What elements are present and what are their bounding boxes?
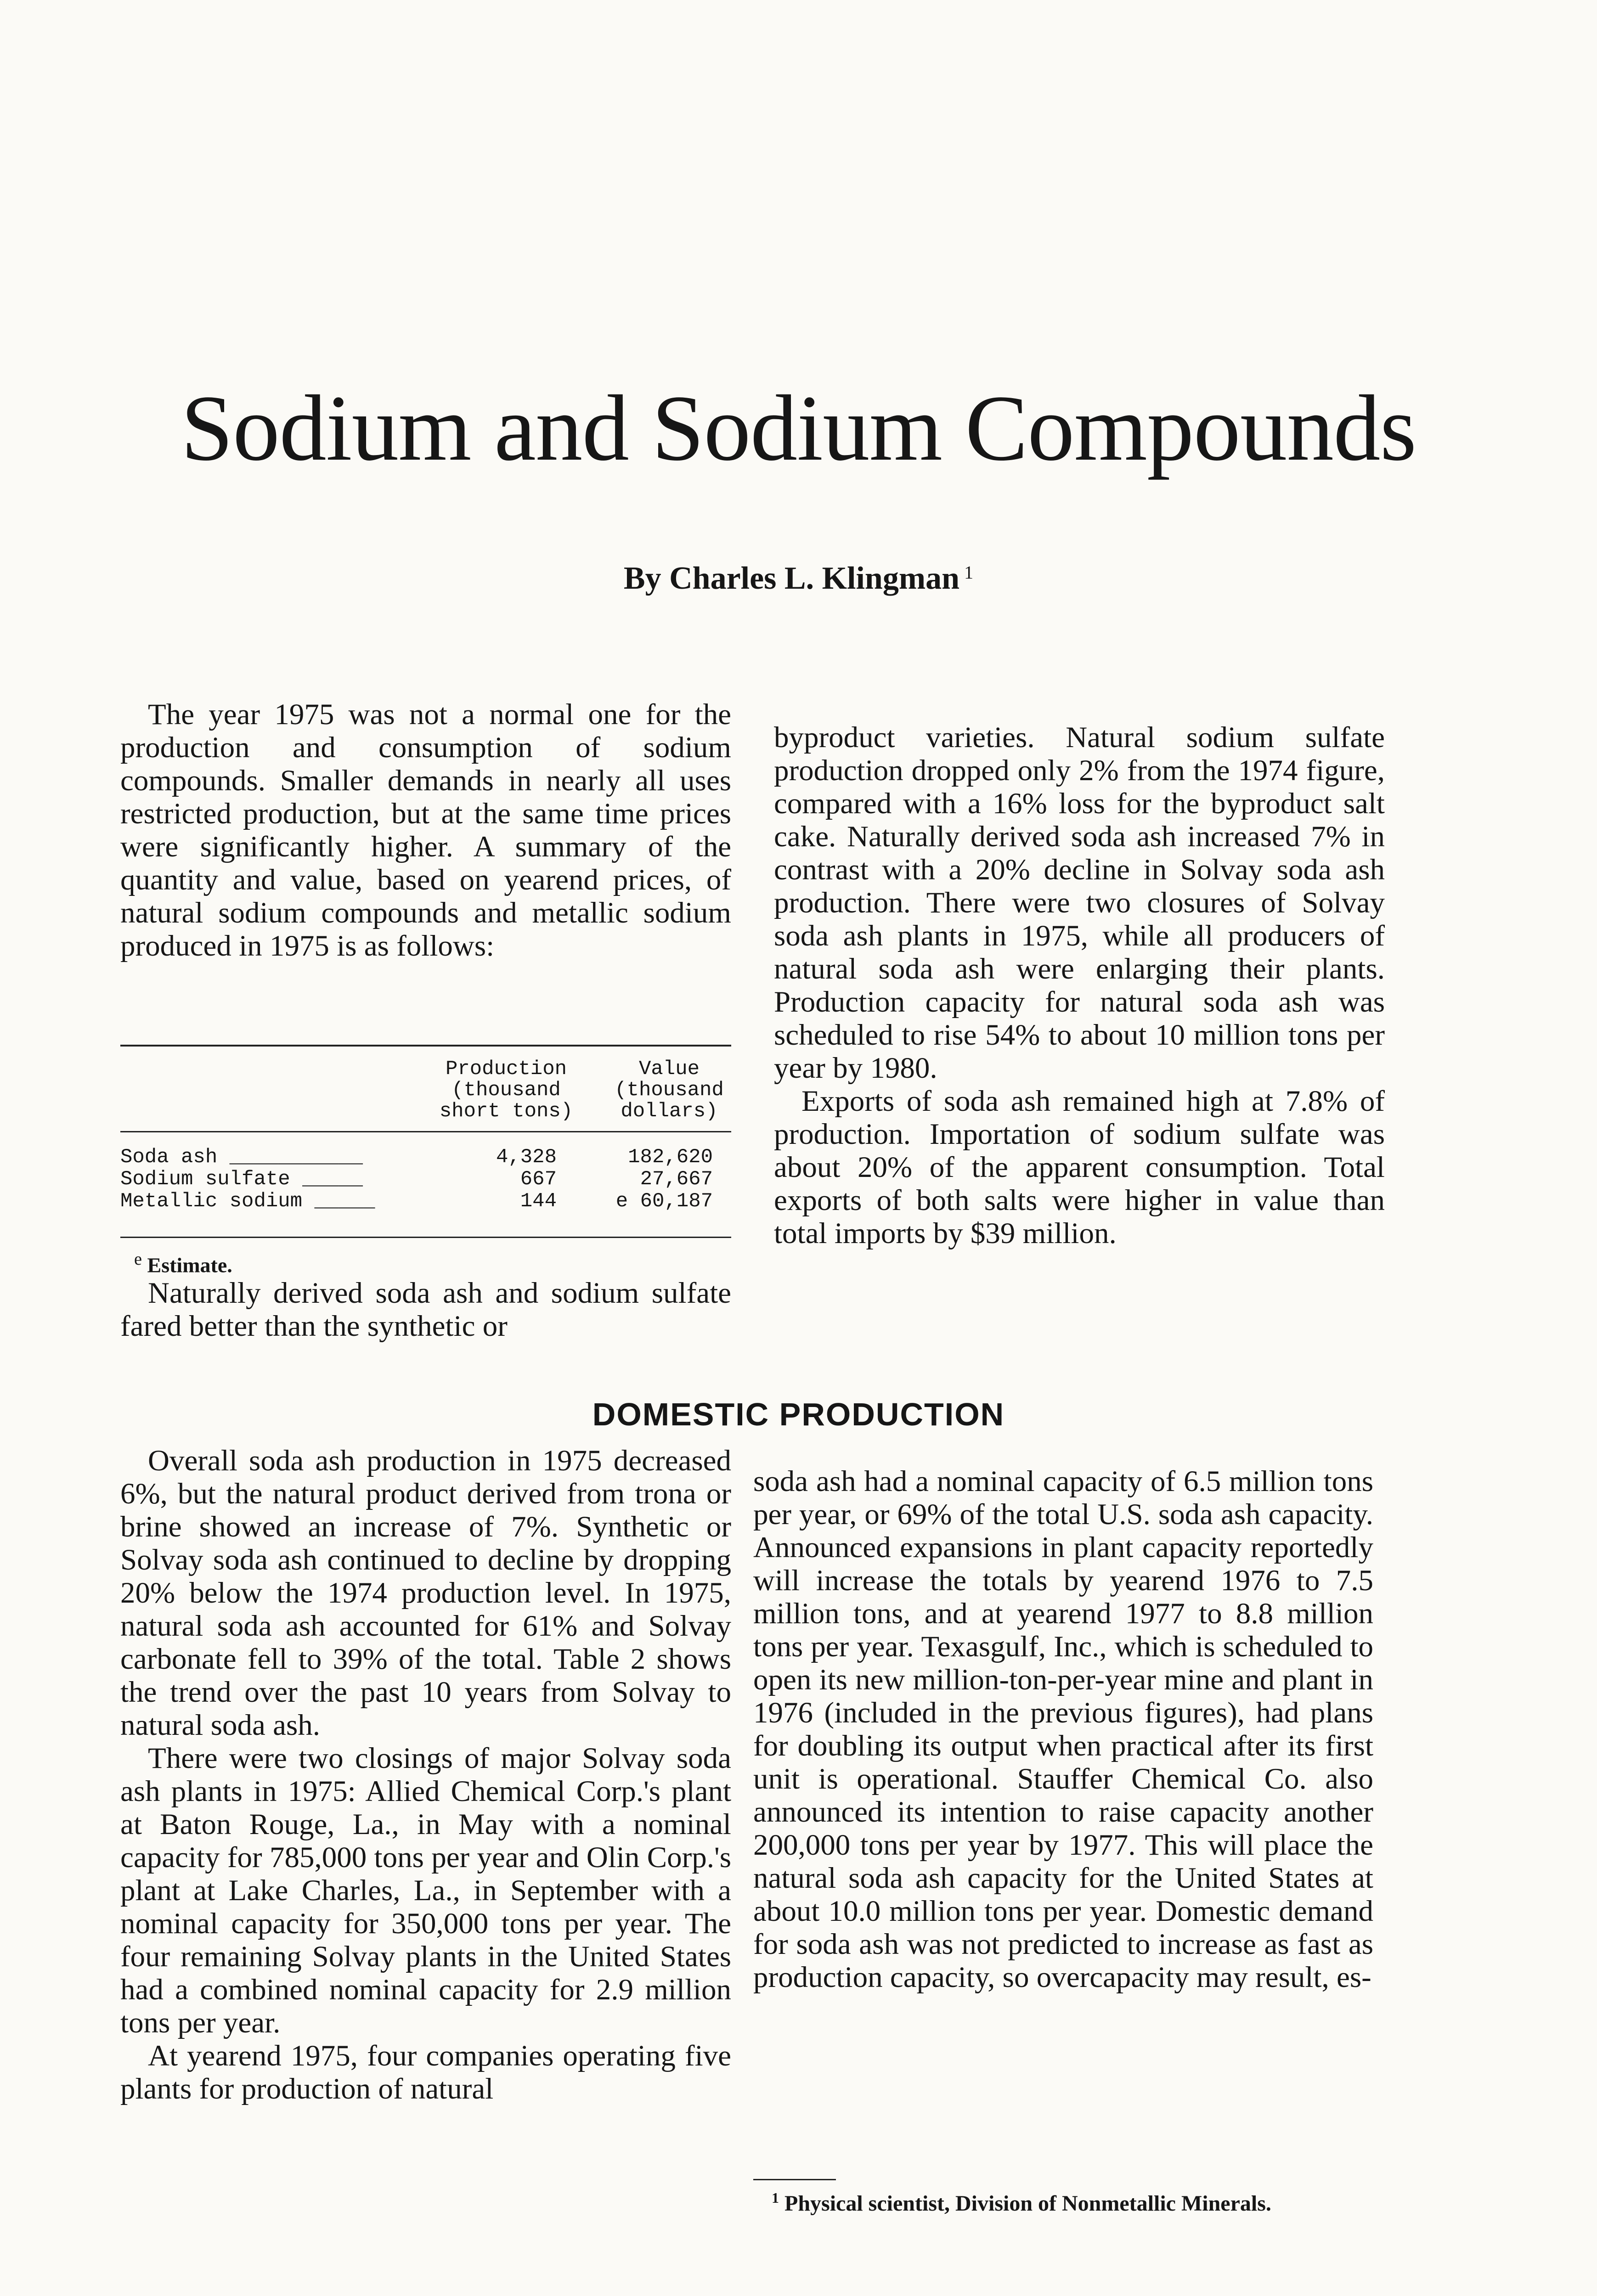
footnote-text: Physical scientist, Division of Nonmetallic Minerals. [784, 2191, 1271, 2216]
intro-left-column [120, 698, 731, 962]
table-row [120, 1169, 731, 1190]
section-heading: DOMESTIC PRODUCTION [592, 1396, 1005, 1432]
after-table-paragraph: Naturally derived soda ash and sodium sulfate fared better than the synthetic or [120, 1277, 731, 1343]
domestic-left-column [120, 1444, 731, 2105]
table-footnote [134, 1249, 232, 1277]
domestic-paragraph: There were two closings of major Solvay soda ash plants in 1975: Allied Chemical Corp.'s plant at Baton Rouge, La., in May with a nominal capacity for 785,000 tons per year and Olin Corp.'s plant at Lake Charles, La., in September with a nominal capacity for 350,000 tons per year. The four remaining Solvay plants in the United States had a combined nominal capacity for 2.9 million tons per year. [120, 1742, 731, 2039]
table-row [120, 1147, 731, 1168]
footnote-mark: 1 [772, 2189, 779, 2206]
table-bottom-rule [120, 1237, 731, 1238]
page-title: Sodium and Sodium Compounds [181, 376, 1416, 480]
row-value: 182,620 [628, 1146, 713, 1169]
intro-paragraph: The year 1975 was not a normal one for the production and consumption of sodium compounds. Smaller demands in nearly all uses restricted production, but at the same time prices were significantly higher. A summary of the quantity and value, based on yearend prices, of natural sodium compounds and metallic sodium produced in 1975 is as follows: [120, 698, 731, 962]
value-column-header: Value (thousand dollars) [615, 1058, 724, 1123]
intro-right-paragraph: byproduct varieties. Natural sodium sulfate production dropped only 2% from the 1974 figure, compared with a 16% loss for the byproduct salt cake. Naturally derived soda ash increased 7% in contrast with a 20% decline in Solvay soda ash production. There were two closures of Solvay soda ash plants in 1975, while all producers of natural soda ash were enlarging their plants. Production capacity for natural soda ash was scheduled to rise 54% to about 10 million tons per year by 1980. [774, 721, 1385, 1085]
table-header-rule [120, 1131, 731, 1132]
after-table-column [120, 1277, 731, 1343]
table-footnote-mark: e [134, 1249, 142, 1269]
author-name: By Charles L. Klingman [623, 561, 960, 596]
row-label: Sodium sulfate _____ [120, 1168, 363, 1191]
author-footnote-mark: 1 [964, 562, 974, 583]
production-column-header: Production (thousand short tons) [439, 1058, 573, 1123]
row-label: Metallic sodium _____ [120, 1190, 375, 1213]
table-row [120, 1191, 731, 1212]
row-production: 144 [520, 1190, 557, 1213]
row-value: e 60,187 [615, 1190, 713, 1213]
row-production: 667 [520, 1168, 557, 1191]
table-footnote-text: Estimate. [147, 1253, 232, 1277]
page-footnote [753, 2186, 1373, 2216]
domestic-paragraph: At yearend 1975, four companies operating five plants for production of natural [120, 2039, 731, 2105]
row-production: 4,328 [496, 1146, 557, 1169]
row-value: 27,667 [640, 1168, 713, 1191]
domestic-paragraph: Overall soda ash production in 1975 decreased 6%, but the natural product derived from trona or brine showed an increase of 7%. Synthetic or Solvay soda ash continued to decline by dropping 20% below the 1974 production level. In 1975, natural soda ash accounted for 61% and Solvay carbonate fell to 39% of the total. Table 2 shows the trend over the past 10 years from Solvay to natural soda ash. [120, 1444, 731, 1742]
table-top-rule [120, 1045, 731, 1047]
intro-right-column [774, 721, 1385, 1250]
footnote-rule [753, 2179, 836, 2180]
exports-paragraph: Exports of soda ash remained high at 7.8% of production. Importation of sodium sulfate was about 20% of the apparent consumption. Total exports of both salts were higher in value than total imports by $39 million. [774, 1085, 1385, 1250]
domestic-right-paragraph: soda ash had a nominal capacity of 6.5 million tons per year, or 69% of the total U.S. soda ash capacity. Announced expansions in plant capacity reportedly will increase the totals by yearend 1976 to 7.5 million tons, and at yearend 1977 to 8.8 million tons per year. Texasgulf, Inc., which is scheduled to open its new million-ton-per-year mine and plant in 1976 (included in the previous figures), had plans for doubling its output when practical after its first unit is operational. Stauffer Chemical Co. also announced its intention to raise capacity another 200,000 tons per year by 1977. This will place the natural soda ash capacity for the United States at about 10.0 million tons per year. Domestic demand for soda ash was not predicted to increase as fast as production capacity, so overcapacity may result, es- [753, 1465, 1373, 1994]
row-label: Soda ash ___________ [120, 1146, 363, 1169]
byline [0, 563, 1597, 595]
domestic-right-column [753, 1465, 1373, 1994]
